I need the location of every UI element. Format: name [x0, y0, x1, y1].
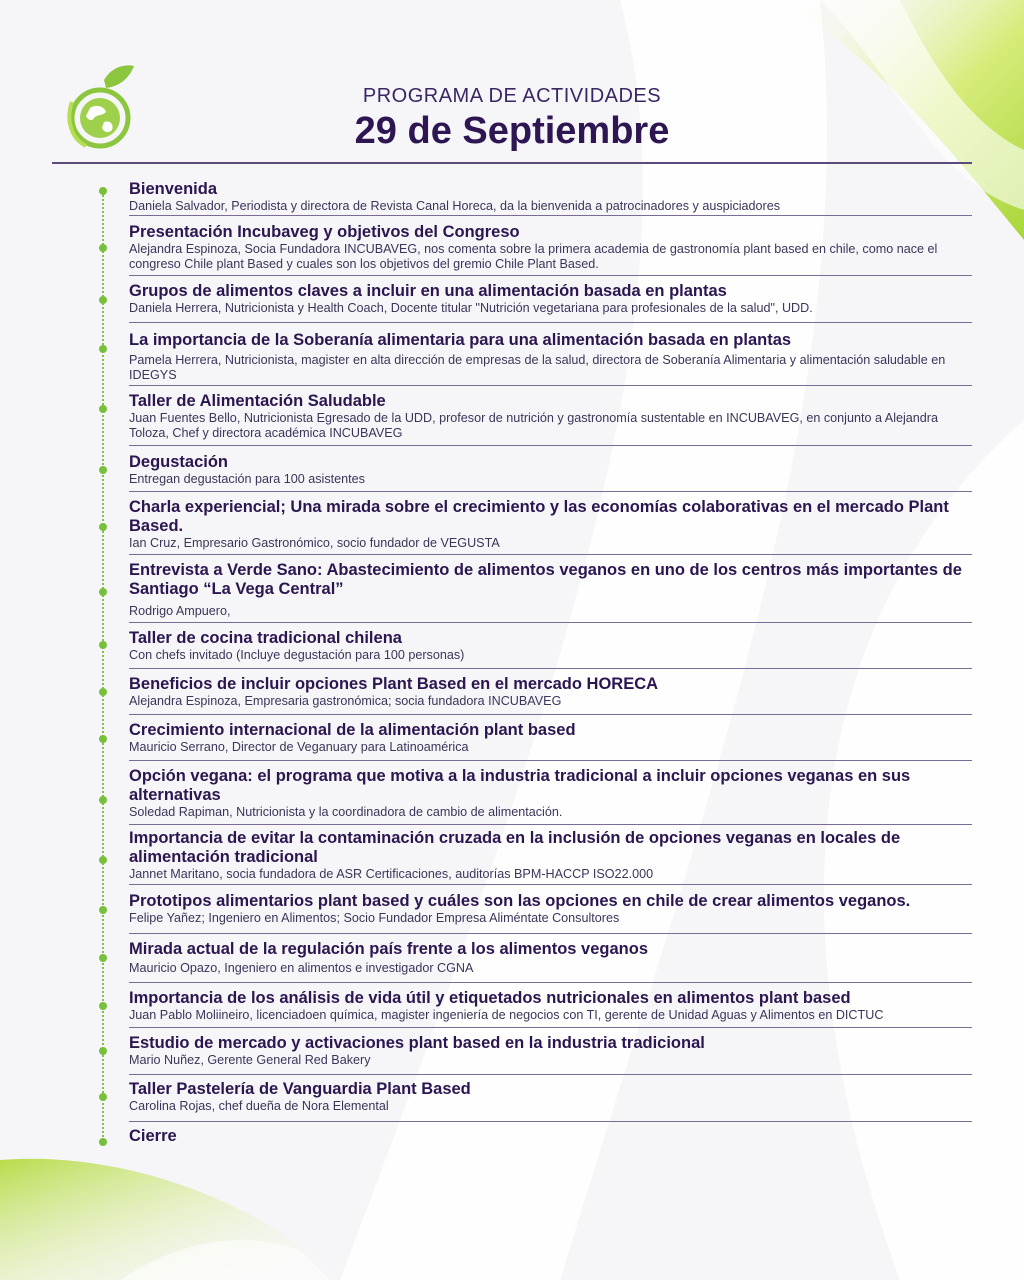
agenda-item: [129, 180, 972, 216]
agenda-item-speaker: Felipe Yañez; Ingeniero en Alimentos; Socio Fundador Empresa Aliméntate Consultores: [129, 911, 620, 925]
timeline-dot: [99, 296, 107, 304]
agenda-item: [129, 392, 972, 446]
agenda-item-speaker: Alejandra Espinoza, Socia Fundadora INCUBAVEG, nos comenta sobre la primera academia de gastronomía plant based en chile, como nace el congreso Chile plant Based y cuales son los objetivos del gremio Chile Plant Based.: [129, 242, 938, 271]
agenda-item-title: Taller Pastelería de Vanguardia Plant Based: [129, 1080, 471, 1098]
timeline-dot: [99, 1002, 107, 1010]
timeline-dot: [99, 345, 107, 353]
agenda-item: [129, 892, 972, 934]
page-subtitle: PROGRAMA DE ACTIVIDADES: [362, 85, 662, 107]
agenda-item-title: Charla experiencial; Una mirada sobre el crecimiento y las economías colaborativas en el mercado Plant Based.: [129, 498, 949, 535]
agenda-item-speaker: Entregan degustación para 100 asistentes: [129, 472, 365, 486]
agenda-item-title: Estudio de mercado y activaciones plant based en la industria tradicional: [129, 1034, 705, 1052]
timeline-dot: [99, 244, 107, 252]
timeline-line: [102, 188, 104, 1144]
agenda-item-title: Importancia de evitar la contaminación cruzada en la inclusión de opciones veganas en locales de alimentación tradicional: [129, 829, 901, 866]
agenda-item-speaker: Pamela Herrera, Nutricionista, magister en alta dirección de empresas de la salud, directora de Soberanía Alimentaria y alimentación saludable en IDEGYS: [129, 353, 946, 382]
page-title: 29 de Septiembre: [354, 110, 670, 152]
agenda-item: [129, 453, 972, 492]
agenda-item: [129, 675, 972, 715]
timeline-dot: [99, 641, 107, 649]
agenda-item-speaker: Carolina Rojas, chef dueña de Nora Elemental: [129, 1099, 389, 1113]
timeline-dot: [99, 856, 107, 864]
timeline-dot: [99, 466, 107, 474]
timeline-dot: [99, 796, 107, 804]
timeline-dot: [99, 588, 107, 596]
agenda-item-title: Degustación: [129, 453, 229, 471]
agenda-item: [129, 282, 972, 323]
agenda-item-speaker: Mauricio Serrano, Director de Veganuary para Latinoamérica: [129, 740, 469, 754]
header: [0, 84, 1024, 152]
timeline-dot: [99, 405, 107, 413]
agenda-item-title: Cierre: [129, 1127, 177, 1145]
agenda-item-speaker: Juan Fuentes Bello, Nutricionista Egresado de la UDD, profesor de nutrición y gastronomía sustentable en INCUBAVEG, en conjunto a Alejandra Toloza, Chef y directora académica INCUBAVEG: [129, 411, 939, 440]
agenda-item-title: Entrevista a Verde Sano: Abastecimiento de alimentos veganos en uno de los centros más importantes de Santiago “La Vega Central”: [129, 561, 962, 598]
timeline-dot: [99, 1138, 107, 1146]
agenda-item-title: Bienvenida: [129, 180, 218, 198]
agenda-item: [129, 989, 972, 1028]
timeline-dot: [99, 1093, 107, 1101]
timeline-dot: [99, 688, 107, 696]
agenda-item-speaker: Ian Cruz, Empresario Gastronómico, socio fundador de VEGUSTA: [129, 536, 500, 550]
agenda-item-title: Beneficios de incluir opciones Plant Based en el mercado HORECA: [129, 675, 659, 693]
timeline-dot: [99, 954, 107, 962]
agenda-item: [129, 1080, 972, 1122]
agenda-item: [129, 940, 972, 983]
timeline-dot: [99, 187, 107, 195]
agenda-item: [129, 1034, 972, 1075]
agenda-item: [129, 1127, 972, 1151]
agenda-item-title: Presentación Incubaveg y objetivos del Congreso: [129, 223, 520, 241]
agenda-item-title: La importancia de la Soberanía alimentaria para una alimentación basada en plantas: [129, 331, 792, 349]
agenda-item: [129, 223, 972, 276]
timeline-dot: [99, 906, 107, 914]
timeline-dot: [99, 523, 107, 531]
timeline-dot: [99, 735, 107, 743]
agenda-item: [129, 829, 972, 885]
header-divider: [52, 162, 972, 164]
agenda-item: [129, 561, 972, 623]
agenda-item: [129, 331, 972, 386]
agenda-item-speaker: Mauricio Opazo, Ingeniero en alimentos e investigador CGNA: [129, 961, 474, 975]
agenda-item-speaker: Jannet Maritano, socia fundadora de ASR Certificaciones, auditorías BPM-HACCP ISO22.000: [129, 867, 654, 881]
agenda-item-speaker: Rodrigo Ampuero,: [129, 604, 231, 618]
agenda-item-speaker: Alejandra Espinoza, Empresaria gastronómica; socia fundadora INCUBAVEG: [129, 694, 562, 708]
agenda-item-title: Opción vegana: el programa que motiva a la industria tradicional a incluir opciones veganas en sus alternativas: [129, 767, 911, 804]
agenda-item: [129, 629, 972, 669]
agenda-item: [129, 767, 972, 825]
agenda-item: [129, 498, 972, 555]
agenda-item-title: Taller de Alimentación Saludable: [129, 392, 386, 410]
agenda-item-speaker: Daniela Herrera, Nutricionista y Health Coach, Docente titular "Nutrición vegetariana para profesionales de la salud", UDD.: [129, 301, 813, 315]
agenda-item-speaker: Juan Pablo Moliineiro, licenciadoen química, magister ingeniería de negocios con TI, gerente de Unidad Aguas y Alimentos en DICTUC: [129, 1008, 884, 1022]
agenda-item-title: Grupos de alimentos claves a incluir en una alimentación basada en plantas: [129, 282, 727, 300]
agenda-item-title: Crecimiento internacional de la alimentación plant based: [129, 721, 576, 739]
agenda-item-title: Prototipos alimentarios plant based y cuáles son las opciones en chile de crear alimentos veganos.: [129, 892, 911, 910]
agenda-item-title: Mirada actual de la regulación país frente a los alimentos veganos: [129, 940, 649, 958]
agenda-item-title: Importancia de los análisis de vida útil y etiquetados nutricionales en alimentos plant based: [129, 989, 851, 1007]
agenda-item-speaker: Con chefs invitado (Incluye degustación para 100 personas): [129, 648, 465, 662]
agenda-item-speaker: Daniela Salvador, Periodista y directora de Revista Canal Horeca, da la bienvenida a patrocinadores y auspiciadores: [129, 199, 781, 213]
agenda-item-speaker: Soledad Rapiman, Nutricionista y la coordinadora de cambio de alimentación.: [129, 805, 563, 819]
agenda-item-speaker: Mario Nuñez, Gerente General Red Bakery: [129, 1053, 371, 1067]
agenda-item-title: Taller de cocina tradicional chilena: [129, 629, 402, 647]
agenda-item: [129, 721, 972, 761]
timeline-dot: [99, 1047, 107, 1055]
